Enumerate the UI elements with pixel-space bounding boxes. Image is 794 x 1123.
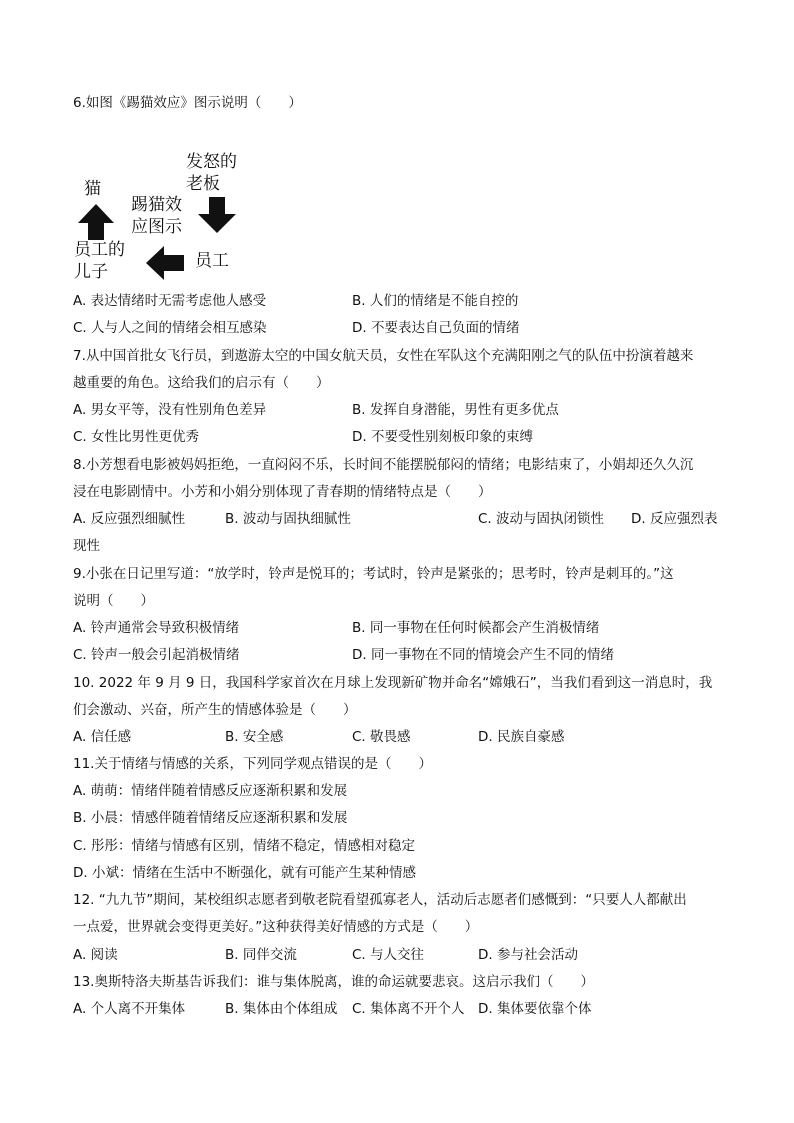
q12-option-a: A. 阅读 — [73, 947, 118, 963]
diagram-cat: 猫 — [84, 179, 101, 199]
arrow-down-icon — [198, 197, 238, 235]
q10-stem-line1: 10. 2022 年 9 月 9 日，我国科学家首次在月球上发现新矿物并命名“嫦娥石”，当我们看到这一消息时，我 — [73, 675, 713, 691]
q9-option-c: C. 铃声一般会引起消极情绪 — [73, 647, 240, 663]
q9-option-b: B. 同一事物在任何时候都会产生消极情绪 — [352, 620, 600, 636]
q11-option-c: C. 彤彤：情绪与情感有区别，情绪不稳定，情感相对稳定 — [73, 838, 416, 854]
q13-option-b: B. 集体由个体组成 — [225, 1001, 338, 1017]
arrow-up-icon — [77, 204, 115, 242]
q7-option-b: B. 发挥自身潜能，男性有更多优点 — [352, 402, 559, 418]
diagram-son-line1: 员工的 — [74, 240, 125, 260]
q7-option-a: A. 男女平等，没有性别角色差异 — [73, 402, 267, 418]
q8-option-d-wrap: 现性 — [73, 538, 100, 554]
q8-option-a: A. 反应强烈细腻性 — [73, 511, 186, 527]
diagram-boss-line2: 老板 — [186, 174, 220, 194]
q7-stem-line1: 7.从中国首批女飞行员，到遨游太空的中国女航天员，女性在军队这个充满阳刚之气的队伍中扮演着越来 — [73, 348, 694, 364]
q12-stem-line1: 12. “九九节”期间，某校组织志愿者到敬老院看望孤寡老人，活动后志愿者们感慨到：“只要人人都献出 — [73, 892, 687, 908]
q13-option-c: C. 集体离不开个人 — [352, 1001, 465, 1017]
q11-option-d: D. 小斌：情绪在生活中不断强化，就有可能产生某种情感 — [73, 865, 416, 881]
q7-option-c: C. 女性比男性更优秀 — [73, 429, 200, 445]
q8-stem-line2: 浸在电影剧情中。小芳和小娟分别体现了青春期的情绪特点是（ ） — [73, 484, 492, 500]
diagram-center-line1: 踢猫效 — [131, 195, 182, 215]
q11-option-a: A. 萌萌：情绪伴随着情感反应逐渐积累和发展 — [73, 783, 348, 799]
diagram-employee: 员工 — [195, 251, 229, 271]
q12-stem-line2: 一点爱，世界就会变得更美好。”这种获得美好情感的方式是（ ） — [73, 919, 479, 935]
q10-stem-line2: 们会激动、兴奋，所产生的情感体验是（ ） — [73, 702, 357, 718]
q8-option-c: C. 波动与固执闭锁性 — [478, 511, 605, 527]
q12-option-b: B. 同伴交流 — [225, 947, 297, 963]
q6-option-d: D. 不要表达自己负面的情绪 — [352, 320, 520, 336]
q9-stem-line1: 9.小张在日记里写道：“放学时，铃声是悦耳的；考试时，铃声是紧张的；思考时，铃声是刺耳的。”这 — [73, 566, 674, 582]
q8-stem-line1: 8.小芳想看电影被妈妈拒绝，一直闷闷不乐，长时间不能摆脱郁闷的情绪；电影结束了，小娟却还久久沉 — [73, 457, 694, 473]
q10-option-b: B. 安全感 — [225, 729, 284, 745]
q6-option-a: A. 表达情绪时无需考虑他人感受 — [73, 293, 267, 309]
q13-option-a: A. 个人离不开集体 — [73, 1001, 186, 1017]
q9-option-d: D. 同一事物在不同的情境会产生不同的情绪 — [352, 647, 614, 663]
q11-stem: 11.关于情绪与情感的关系，下列同学观点错误的是（ ） — [73, 756, 432, 772]
q10-option-d: D. 民族自豪感 — [478, 729, 565, 745]
diagram-son-line2: 儿子 — [74, 262, 108, 282]
diagram-center-line2: 应图示 — [131, 217, 182, 237]
q9-option-a: A. 铃声通常会导致积极情绪 — [73, 620, 240, 636]
q8-option-b: B. 波动与固执细腻性 — [225, 511, 351, 527]
q10-option-c: C. 敬畏感 — [352, 729, 411, 745]
arrow-left-icon — [146, 246, 186, 280]
q6-option-c: C. 人与人之间的情绪会相互感染 — [73, 320, 267, 336]
q13-stem: 13.奥斯特洛夫斯基告诉我们：谁与集体脱离，谁的命运就要悲哀。这启示我们（ ） — [73, 974, 594, 990]
q12-option-d: D. 参与社会活动 — [478, 947, 578, 963]
q9-stem-line2: 说明（ ） — [73, 593, 154, 609]
q7-option-d: D. 不要受性别刻板印象的束缚 — [352, 429, 533, 445]
q13-option-d: D. 集体要依靠个体 — [478, 1001, 592, 1017]
q7-stem-line2: 越重要的角色。这给我们的启示有（ ） — [73, 375, 330, 391]
q12-option-c: C. 与人交往 — [352, 947, 425, 963]
q6-option-b: B. 人们的情绪是不能自控的 — [352, 293, 519, 309]
q6-stem: 6.如图《踢猫效应》图示说明（ ） — [73, 95, 302, 111]
q8-option-d: D. 反应强烈表 — [631, 511, 718, 527]
diagram-boss-line1: 发怒的 — [186, 152, 237, 172]
q11-option-b: B. 小晨：情感伴随着情绪反应逐渐积累和发展 — [73, 810, 348, 826]
q10-option-a: A. 信任感 — [73, 729, 132, 745]
